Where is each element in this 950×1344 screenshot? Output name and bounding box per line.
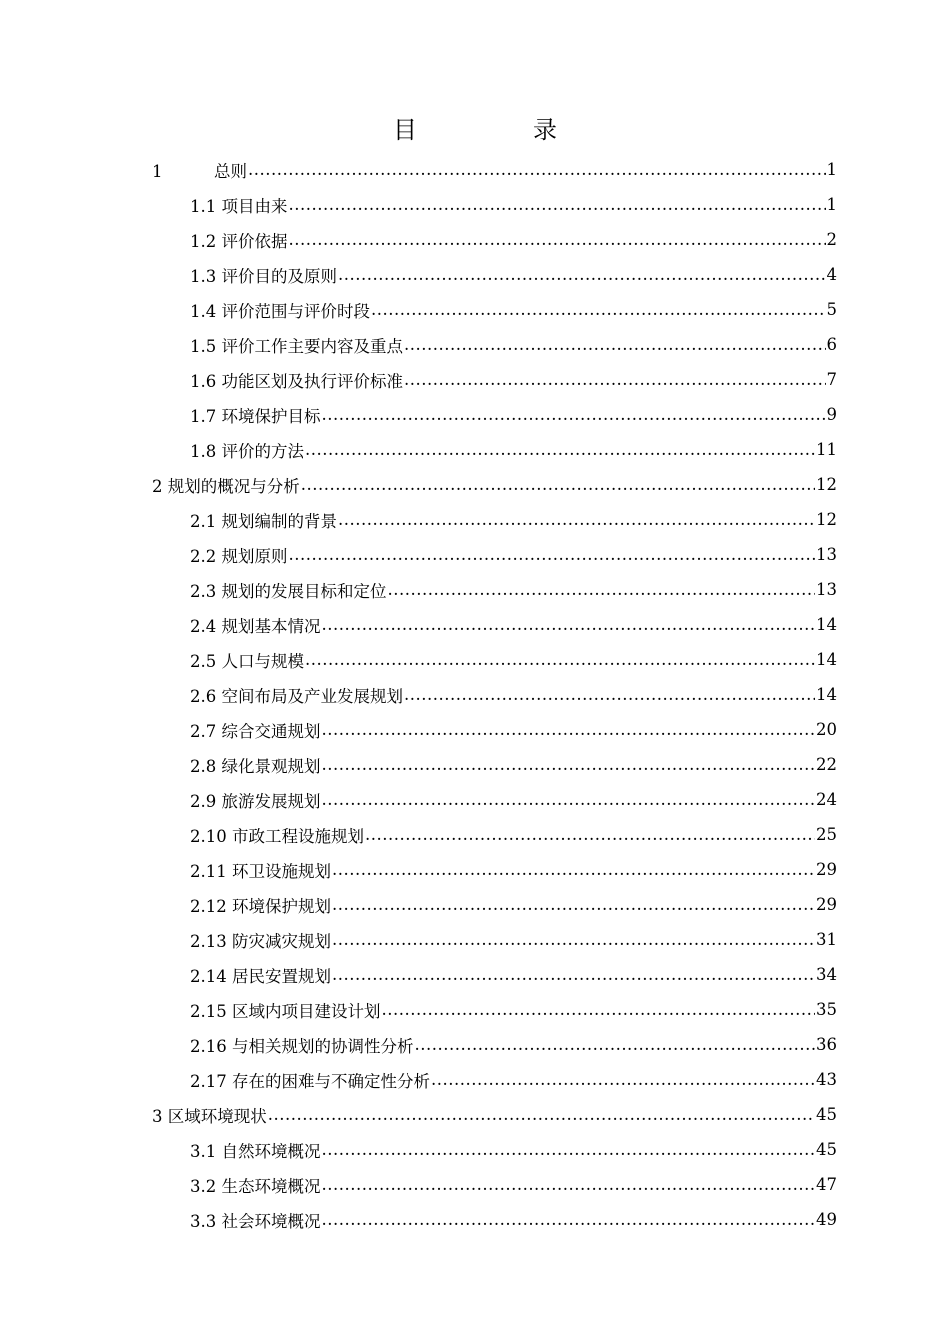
toc-entry-number: 2.11 [190,861,227,881]
toc-leader-dots [404,685,815,704]
toc-entry-number: 2.13 [190,931,227,951]
toc-entry-page: 13 [816,545,837,564]
toc-entry-label [152,1103,267,1127]
toc-entry-label [190,753,321,777]
toc-leader-dots [338,265,826,284]
toc-entry-label [190,1208,321,1232]
toc-leader-dots [301,475,815,494]
toc-entry[interactable] [152,222,837,257]
toc-entry[interactable] [152,292,837,327]
toc-entry-label [190,893,331,917]
toc-entry-page: 11 [816,440,837,459]
toc-entry[interactable] [152,1202,837,1237]
toc-entry-label [190,1068,430,1092]
toc-entry[interactable] [152,1062,837,1097]
toc-entry-text: 环境保护规划 [232,896,331,916]
toc-entry-text: 区域环境现状 [167,1106,267,1126]
toc-entry-text: 与相关规划的协调性分析 [232,1036,414,1056]
toc-entry[interactable] [152,922,837,957]
toc-entry-text: 规划原则 [221,546,288,566]
toc-entry-text: 总则 [214,161,247,181]
toc-entry-page: 7 [826,370,837,389]
toc-leader-dots [332,930,815,949]
toc-entry-text: 生态环境概况 [221,1176,321,1196]
toc-title: 目 录 [393,116,603,144]
toc-leader-dots [322,405,826,424]
toc-entry-text: 自然环境概况 [221,1141,321,1161]
toc-entry-page: 22 [816,755,837,774]
toc-entry-page: 49 [816,1210,837,1229]
toc-entry-text: 功能区划及执行评价标准 [221,371,403,391]
toc-entry-number: 3.3 [190,1211,217,1231]
toc-entry-label [190,263,337,287]
toc-entry-label [190,333,403,357]
toc-entry[interactable] [152,467,837,502]
toc-leader-dots [404,335,826,354]
toc-list [152,152,837,1237]
toc-leader-dots [382,1000,816,1019]
toc-entry-label [190,438,304,462]
toc-entry-text: 存在的困难与不确定性分析 [232,1071,430,1091]
toc-entry-label [190,578,387,602]
toc-entry-label [190,368,403,392]
toc-leader-dots [431,1070,815,1089]
toc-entry-text: 评价的方法 [221,441,304,461]
toc-entry-label [190,648,304,672]
toc-entry-number: 2.2 [190,546,217,566]
toc-leader-dots [268,1105,815,1124]
toc-entry[interactable] [152,152,837,187]
toc-entry[interactable] [152,992,837,1027]
toc-entry[interactable] [152,1167,837,1202]
toc-leader-dots [289,230,826,249]
toc-entry[interactable] [152,782,837,817]
toc-leader-dots [322,1175,816,1194]
toc-leader-dots [322,755,816,774]
toc-entry[interactable] [152,957,837,992]
toc-entry[interactable] [152,397,837,432]
toc-entry-text: 项目由来 [221,196,288,216]
toc-entry[interactable] [152,607,837,642]
toc-entry-number: 2.16 [190,1036,227,1056]
toc-entry-number: 1.5 [190,336,217,356]
toc-entry-number: 2.9 [190,791,217,811]
toc-entry-number: 2.1 [190,511,217,531]
toc-entry-label [190,543,288,567]
toc-entry-page: 24 [816,790,837,809]
toc-entry-label [190,1033,414,1057]
toc-entry-text: 综合交通规划 [221,721,321,741]
toc-entry[interactable] [152,432,837,467]
toc-entry-number: 3.1 [190,1141,217,1161]
toc-entry-page: 25 [816,825,837,844]
toc-entry[interactable] [152,502,837,537]
toc-entry-text: 环卫设施规划 [232,861,331,881]
toc-entry-text: 旅游发展规划 [221,791,321,811]
toc-entry-number: 2.12 [190,896,227,916]
toc-entry[interactable] [152,852,837,887]
toc-entry[interactable] [152,817,837,852]
toc-entry-label [152,158,247,182]
toc-leader-dots [415,1035,816,1054]
toc-entry[interactable] [152,362,837,397]
toc-entry-text: 规划基本情况 [221,616,321,636]
toc-entry-text: 规划编制的背景 [221,511,337,531]
toc-entry[interactable] [152,187,837,222]
toc-entry-page: 13 [816,580,837,599]
toc-entry[interactable] [152,1027,837,1062]
toc-entry-text: 社会环境概况 [221,1211,321,1231]
toc-entry-label [190,823,364,847]
toc-entry-page: 1 [826,195,837,214]
toc-entry-page: 6 [826,335,837,354]
toc-entry-text: 评价依据 [221,231,288,251]
toc-entry-page: 9 [826,405,837,424]
toc-entry[interactable] [152,257,837,292]
toc-entry-number: 1.7 [190,406,217,426]
toc-entry-number: 2.6 [190,686,217,706]
toc-entry-page: 34 [816,965,837,984]
toc-entry-number: 3.2 [190,1176,217,1196]
toc-entry-label [190,858,331,882]
toc-entry-text: 环境保护目标 [221,406,321,426]
toc-entry-page: 14 [816,685,837,704]
toc-entry-label [190,963,331,987]
toc-entry-number: 1.6 [190,371,217,391]
toc-entry-number: 2 [152,476,163,496]
toc-entry-page: 31 [816,930,837,949]
toc-entry-number: 3 [152,1106,163,1126]
toc-entry-page: 29 [816,860,837,879]
toc-entry-number: 2.5 [190,651,217,671]
toc-entry[interactable] [152,1097,837,1132]
toc-entry-label [190,298,370,322]
toc-leader-dots [404,370,826,389]
toc-entry-text: 规划的概况与分析 [167,476,300,496]
toc-entry[interactable] [152,572,837,607]
toc-entry-number: 1.8 [190,441,217,461]
toc-entry-number: 2.17 [190,1071,227,1091]
toc-entry[interactable] [152,642,837,677]
toc-leader-dots [305,440,815,459]
toc-leader-dots [322,615,816,634]
toc-entry-text: 人口与规模 [221,651,304,671]
toc-leader-dots [289,195,826,214]
toc-entry-text: 评价范围与评价时段 [221,301,370,321]
toc-leader-dots [338,510,815,529]
toc-entry-number: 2.3 [190,581,217,601]
toc-entry-text: 评价目的及原则 [221,266,337,286]
toc-leader-dots [305,650,815,669]
toc-entry-label [190,613,321,637]
toc-entry-page: 20 [816,720,837,739]
toc-leader-dots [322,790,816,809]
toc-leader-dots [332,860,815,879]
toc-entry[interactable] [152,537,837,572]
toc-entry-label [190,193,288,217]
toc-leader-dots [289,545,816,564]
toc-entry[interactable] [152,677,837,712]
toc-entry[interactable] [152,712,837,747]
toc-entry[interactable] [152,747,837,782]
toc-entry-page: 1 [826,160,837,179]
toc-entry-label [190,718,321,742]
toc-entry-number: 1.2 [190,231,217,251]
toc-entry[interactable] [152,327,837,362]
toc-entry-label [190,1173,321,1197]
toc-entry-page: 14 [816,615,837,634]
toc-entry-page: 12 [816,475,837,494]
toc-entry-page: 5 [826,300,837,319]
toc-entry[interactable] [152,1132,837,1167]
toc-entry[interactable] [152,887,837,922]
toc-entry-text: 居民安置规划 [232,966,331,986]
toc-entry-number: 2.15 [190,1001,227,1021]
toc-entry-label [190,228,288,252]
toc-leader-dots [332,895,815,914]
toc-entry-page: 45 [816,1140,837,1159]
toc-entry-label [190,403,321,427]
toc-entry-text: 区域内项目建设计划 [232,1001,381,1021]
toc-entry-number: 1.3 [190,266,217,286]
toc-entry-label [190,788,321,812]
toc-leader-dots [365,825,815,844]
toc-entry-number: 1 [152,161,163,181]
toc-entry-page: 29 [816,895,837,914]
toc-entry-number: 2.7 [190,721,217,741]
toc-leader-dots [388,580,816,599]
toc-entry-page: 12 [816,510,837,529]
toc-entry-number: 1.4 [190,301,217,321]
toc-entry-number: 2.10 [190,826,227,846]
toc-entry-number: 1.1 [190,196,217,216]
toc-entry-page: 47 [816,1175,837,1194]
toc-entry-label [190,928,331,952]
toc-entry-page: 2 [826,230,837,249]
toc-entry-text: 市政工程设施规划 [232,826,364,846]
toc-entry-number: 2.14 [190,966,227,986]
toc-entry-page: 45 [816,1105,837,1124]
toc-entry-text: 评价工作主要内容及重点 [221,336,403,356]
toc-entry-text: 空间布局及产业发展规划 [221,686,403,706]
toc-leader-dots [322,1140,816,1159]
toc-entry-text: 防灾减灾规划 [232,931,331,951]
toc-entry-text: 绿化景观规划 [221,756,321,776]
toc-entry-label [190,1138,321,1162]
toc-leader-dots [371,300,826,319]
toc-entry-page: 43 [816,1070,837,1089]
toc-entry-label [190,508,337,532]
toc-entry-number: 2.8 [190,756,217,776]
toc-entry-label [152,473,300,497]
toc-entry-page: 4 [826,265,837,284]
toc-entry-page: 36 [816,1035,837,1054]
toc-leader-dots [332,965,815,984]
toc-entry-page: 35 [816,1000,837,1019]
toc-leader-dots [322,720,816,739]
toc-entry-number: 2.4 [190,616,217,636]
toc-leader-dots [322,1210,816,1229]
toc-entry-label [190,998,381,1022]
toc-entry-label [190,683,403,707]
toc-entry-page: 14 [816,650,837,669]
toc-entry-text: 规划的发展目标和定位 [221,581,387,601]
toc-leader-dots [248,160,826,179]
